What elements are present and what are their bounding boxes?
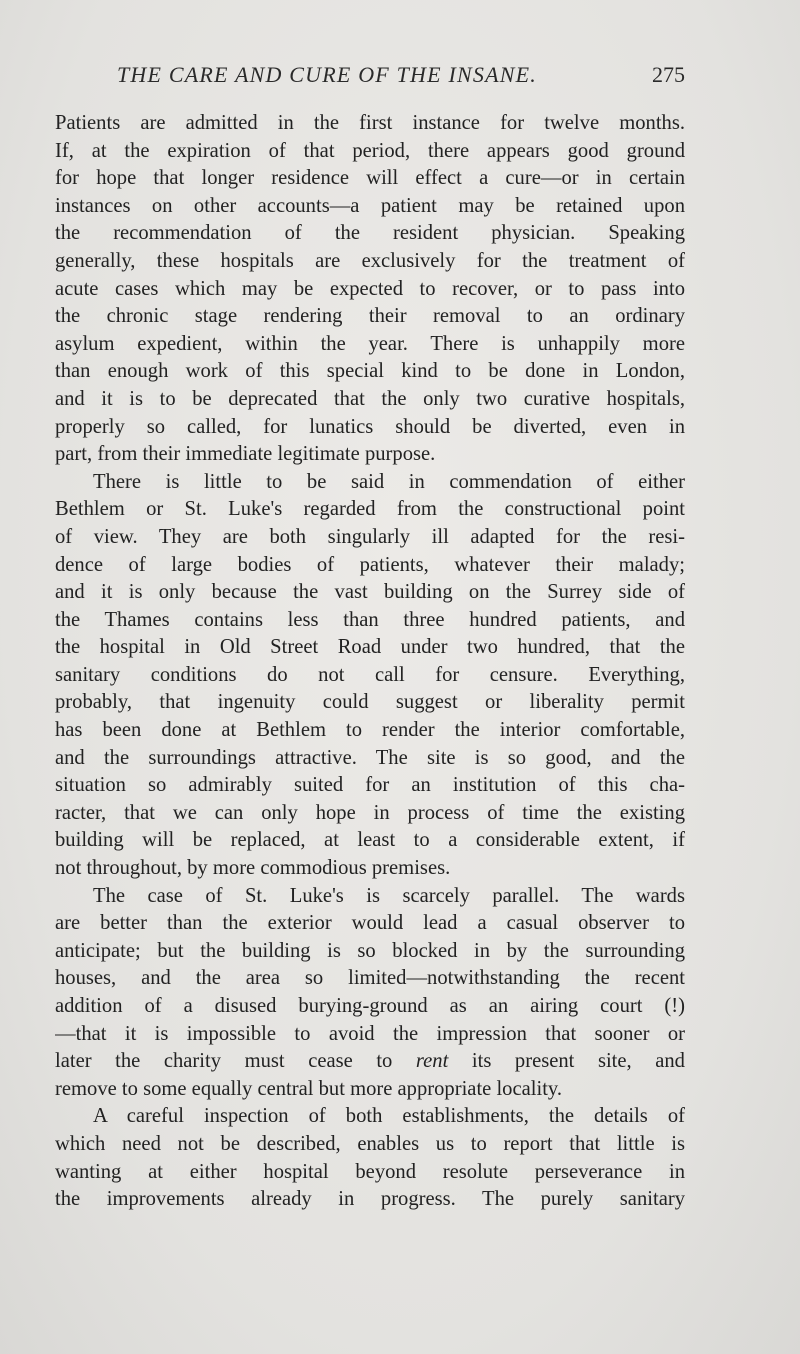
body-text <box>55 110 685 1214</box>
text-line: —that it is impossible to avoid the impression that sooner or <box>55 1022 685 1045</box>
text-line: asylum expedient, within the year. There is unhappily more <box>55 332 685 355</box>
paragraph <box>55 1103 685 1213</box>
text-line: later the charity must cease to rent its present site, and <box>55 1050 685 1073</box>
text-line: sanitary conditions do not call for censure. Everything, <box>55 663 685 686</box>
text-line: not throughout, by more commodious premises. <box>55 857 451 880</box>
text-line: addition of a disused burying-ground as an airing court (!) <box>55 995 685 1017</box>
text-line: of view. They are both singularly ill adapted for the resi- <box>55 525 685 548</box>
text-line: Patients are admitted in the first instance for twelve months. <box>55 112 685 134</box>
text-line: The case of St. Luke's is scarcely parallel. The wards <box>93 884 685 907</box>
text-line: generally, these hospitals are exclusively for the treatment of <box>55 249 685 272</box>
text-line: instances on other accounts—a patient may be retained upon <box>55 194 685 217</box>
paragraph <box>55 110 685 469</box>
page-number: 275 <box>652 62 685 87</box>
text-line: A careful inspection of both establishments, the details of <box>93 1105 685 1128</box>
text-line: building will be replaced, at least to a considerable extent, if <box>55 829 685 852</box>
text-line: acute cases which may be expected to recover, or to pass into <box>55 277 685 300</box>
italic-word: rent <box>415 1050 449 1073</box>
running-head <box>55 62 685 92</box>
text-line: and the surroundings attractive. The site is so good, and the <box>55 746 685 769</box>
text-line: remove to some equally central but more appropriate locality. <box>55 1077 563 1100</box>
text-line: for hope that longer residence will effect a cure—or in certain <box>55 167 685 190</box>
text-line: the Thames contains less than three hundred patients, and <box>55 608 685 631</box>
running-title: THE CARE AND CURE OF THE INSANE. <box>117 62 537 87</box>
text-line: dence of large bodies of patients, whatever their malady; <box>55 553 685 576</box>
text-line: anticipate; but the building is so blocked in by the surrounding <box>55 939 685 962</box>
text-line: situation so admirably suited for an institution of this cha- <box>55 774 685 797</box>
text-line: than enough work of this special kind to be done in London, <box>55 360 685 383</box>
text-line: which need not be described, enables us to report that little is <box>55 1132 685 1155</box>
text-line: properly so called, for lunatics should be diverted, even in <box>55 415 685 438</box>
text-line: wanting at either hospital beyond resolute perseverance in <box>55 1160 685 1183</box>
text-line: the recommendation of the resident physician. Speaking <box>55 222 685 245</box>
paragraph <box>55 469 685 883</box>
text-line: has been done at Bethlem to render the interior comfortable, <box>55 719 685 742</box>
text-line: probably, that ingenuity could suggest or liberality permit <box>55 691 685 714</box>
text-line: part, from their immediate legitimate purpose. <box>55 443 436 466</box>
text-line: If, at the expiration of that period, there appears good ground <box>55 139 685 162</box>
text-line: racter, that we can only hope in process of time the existing <box>55 801 685 824</box>
text-line: and it is only because the vast building on the Surrey side of <box>55 581 685 604</box>
text-line: the hospital in Old Street Road under two hundred, that the <box>55 636 685 659</box>
text-line: the chronic stage rendering their removal to an ordinary <box>55 305 685 328</box>
text-line: houses, and the area so limited—notwithstanding the recent <box>55 967 685 990</box>
paragraph <box>55 883 685 1104</box>
text-line: Bethlem or St. Luke's regarded from the constructional point <box>55 498 685 521</box>
text-line: and it is to be deprecated that the only two curative hospitals, <box>55 387 685 410</box>
text-line: are better than the exterior would lead a casual observer to <box>55 912 685 935</box>
text-line: the improvements already in progress. The purely sanitary <box>55 1188 685 1211</box>
text-line: There is little to be said in commendation of either <box>93 470 685 493</box>
